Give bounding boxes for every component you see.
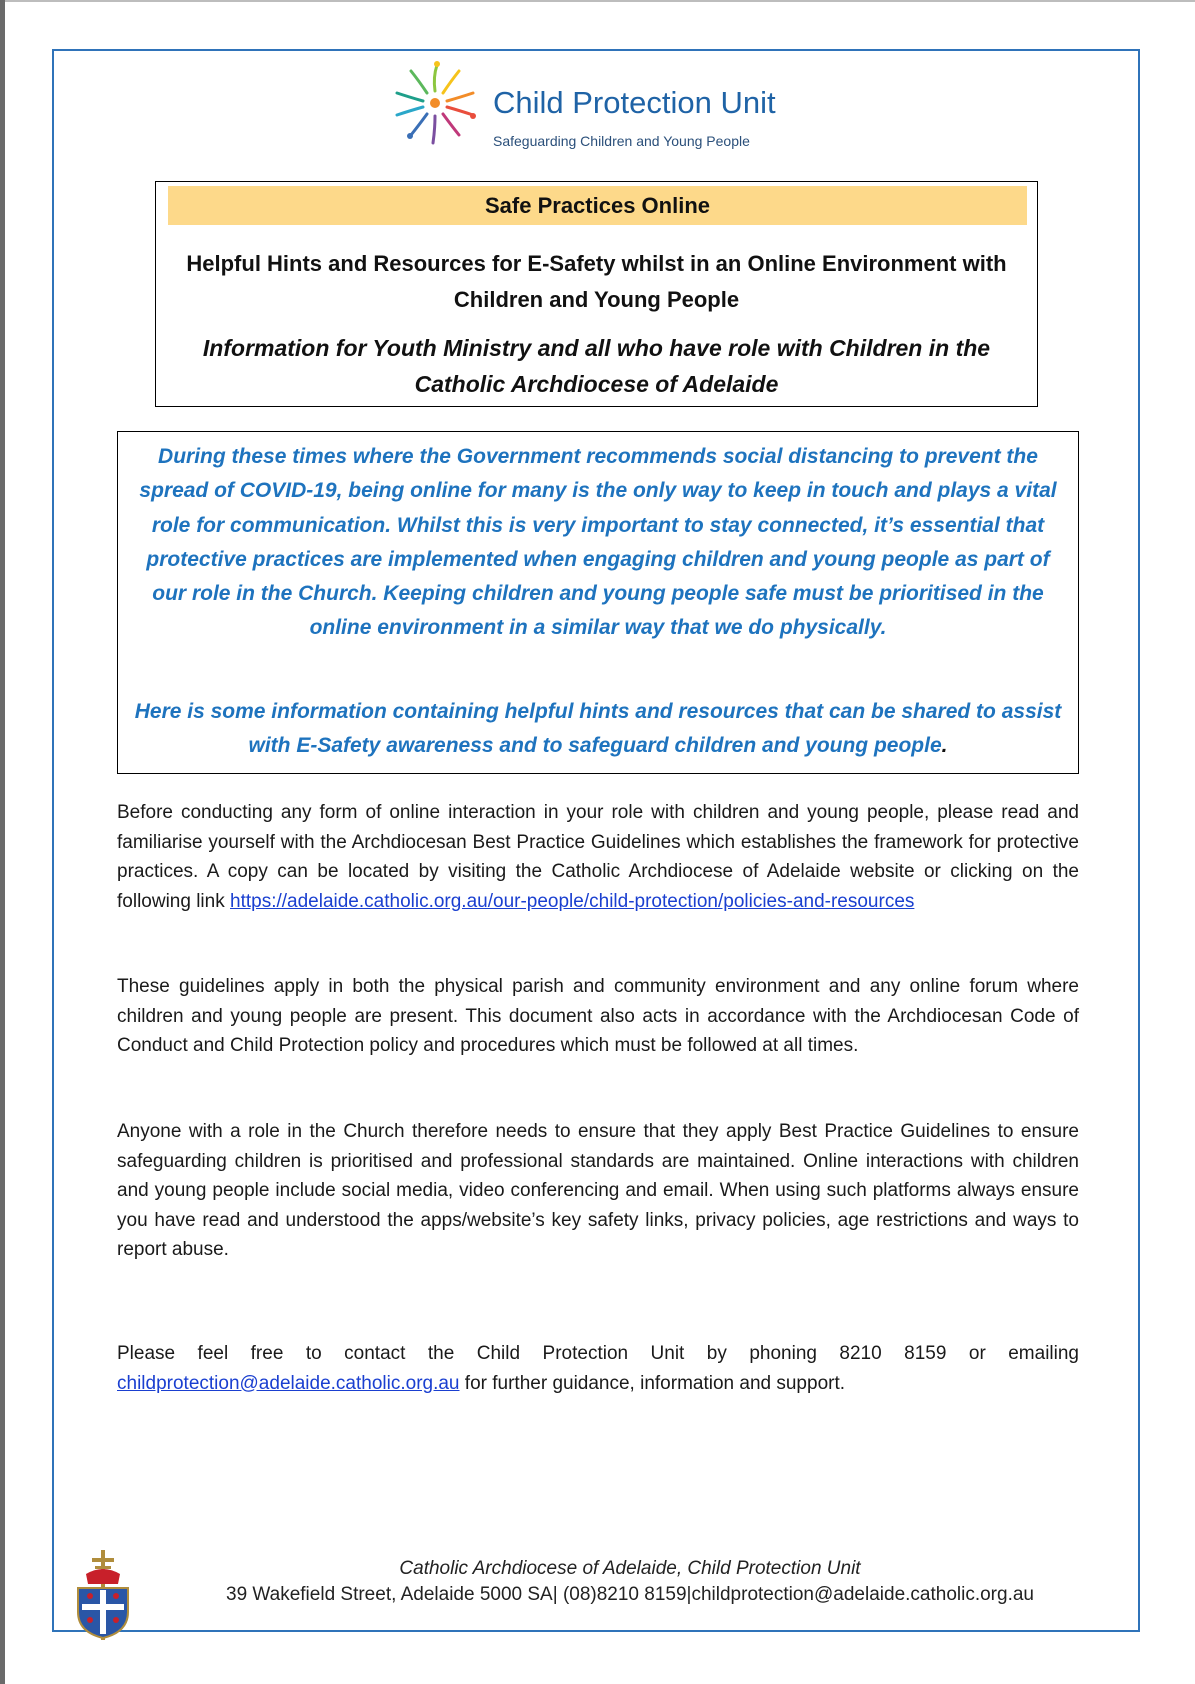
guidelines-paragraph: [117, 798, 1079, 916]
contact-tail-text: for further guidance, information and support.: [459, 1372, 846, 1394]
child-protection-unit-logo: [385, 55, 825, 155]
logo-title: Child Protection Unit: [493, 85, 776, 120]
contact-text: Please feel free to contact the Child Protection Unit by phoning 8210 8159 or emailing: [117, 1343, 1079, 1364]
document-subtitle: Helpful Hints and Resources for E-Safety whilst in an Online Environment with Children and Young People: [186, 251, 1007, 312]
policies-resources-link[interactable]: https://adelaide.catholic.org.au/our-people/child-protection/policies-and-resources: [230, 890, 915, 912]
page-edge-top: [0, 0, 1195, 2]
covid-notice-paragraph: During these times where the Government recommends social distancing to prevent the spread of COVID-19, being online for many is the only way to keep in touch and plays a vital role for communication. Whilst this is very important to stay connected, it’s essential that protective practices are implemented when engaging children and young people as part of our role in the Church. Keeping children and young people safe must be prioritised in the online environment in a similar way that we do physically.: [139, 445, 1057, 640]
guidelines-text: Before conducting any form of online interaction in your role with children and young people, please read and familiarise yourself with the Archdiocesan Best Practice Guidelines which establishes the framework for protective practices. A copy can be located by visiting the Catholic Archdiocese of Adelaide website or clicking on the following link: [117, 802, 1079, 912]
footer-address: 39 Wakefield Street, Adelaide 5000 SA| (08)8210 8159|childprotection@adelaide.catholic.org.au: [226, 1584, 1034, 1605]
contact-email-link[interactable]: childprotection@adelaide.catholic.org.au: [117, 1372, 460, 1394]
archdiocese-crest-icon: [72, 1548, 134, 1644]
contact-paragraph: [117, 1339, 1079, 1398]
logo-subtitle: Safeguarding Children and Young People: [493, 133, 750, 149]
resources-intro-text: Here is some information containing helpful hints and resources that can be shared to assist with E-Safety awareness and to safeguard children and young people: [134, 700, 1062, 758]
footer-organisation: Catholic Archdiocese of Adelaide, Child Protection Unit: [399, 1558, 861, 1579]
audience-statement: Information for Youth Ministry and all who have role with Children in the Catholic Archdiocese of Adelaide: [202, 335, 991, 397]
covid-notice-box: [117, 431, 1079, 774]
sunburst-hands-icon: [385, 55, 485, 155]
title-box: [155, 181, 1038, 407]
scope-paragraph: These guidelines apply in both the physical parish and community environment and any online forum where children and young people are present. This document also acts in accordance with the Archdiocesan Code of Conduct and Child Protection policy and procedures which must be followed at all times.: [117, 976, 1079, 1056]
online-interactions-paragraph: Anyone with a role in the Church therefore needs to ensure that they apply Best Practice Guidelines to ensure safeguarding children is prioritised and professional standards are maintained. Online interactions with children and young people include social media, video conferencing and email. When using such platforms always ensure you have read and understood the apps/website’s key safety links, privacy policies, age restrictions and ways to report abuse.: [117, 1121, 1079, 1260]
document-title-band: Safe Practices Online: [168, 186, 1027, 225]
resources-intro-period: .: [941, 734, 948, 758]
resources-intro-paragraph: [132, 695, 1064, 764]
page-edge-left: [0, 0, 5, 1684]
